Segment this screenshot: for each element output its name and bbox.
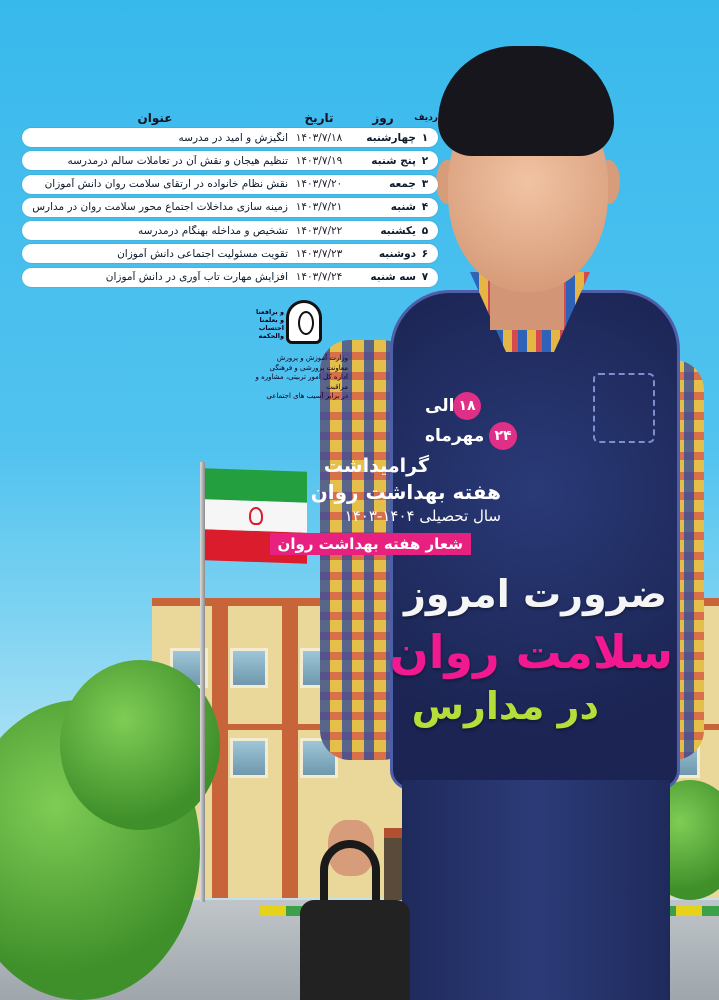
row-date: ۱۴۰۳/۷/۲۰ xyxy=(295,178,343,191)
row-date: ۱۴۰۳/۷/۱۸ xyxy=(295,131,343,144)
row-date: ۱۴۰۳/۷/۱۹ xyxy=(295,154,343,167)
ministry-line: در برابر آسیب های اجتماعی xyxy=(266,392,348,400)
row-index: ۲ xyxy=(421,154,429,167)
row-day: جمعه xyxy=(389,178,416,191)
row-title: تقویت مسئولیت اجتماعی دانش آموزان xyxy=(117,247,288,260)
schedule-row xyxy=(22,128,438,147)
vest-pocket xyxy=(593,373,655,443)
row-date: ۱۴۰۳/۷/۲۲ xyxy=(295,224,343,237)
flag-emblem-icon xyxy=(249,506,263,524)
row-index: ۴ xyxy=(421,201,429,214)
schedule-row xyxy=(22,198,438,217)
date-month: مهرماه xyxy=(425,426,485,446)
date-start-badge: ۱۸ xyxy=(453,392,481,420)
header-index: ردیف xyxy=(414,113,438,123)
row-title: نقش نظام خانواده در ارتقای سلامت روان دانش آموزان xyxy=(44,178,288,191)
slogan-label: شعار هفته بهداشت روان xyxy=(270,533,471,555)
ministry-line: اداره کل امور تربیتی، مشاوره و مراقبت xyxy=(255,373,348,391)
slogan-line-3: در مدارس xyxy=(411,684,599,728)
row-title: افزایش مهارت تاب آوری در دانش آموزان xyxy=(105,271,288,284)
row-index: ۳ xyxy=(421,178,429,191)
building-window xyxy=(230,648,268,688)
jeans xyxy=(402,780,670,1000)
ministry-line: معاونت پرورشی و فرهنگی xyxy=(269,363,348,372)
ministry-text xyxy=(248,354,348,402)
logo-slogan: و برافعنا و بعلمنا احتساب والحکمه xyxy=(255,308,284,340)
row-day: شنبه xyxy=(390,201,416,214)
week-schedule-table xyxy=(22,108,438,291)
row-index: ۵ xyxy=(421,224,429,237)
school-bag xyxy=(300,900,410,1000)
commemoration-text: گرامیداشت xyxy=(323,455,429,477)
week-name: هفته بهداشت روان xyxy=(310,480,501,504)
row-date: ۱۴۰۳/۷/۲۳ xyxy=(295,247,343,260)
slogan-line-2: سلامت روان xyxy=(389,625,673,679)
schedule-row xyxy=(22,244,438,263)
schedule-row xyxy=(22,221,438,240)
row-index: ۶ xyxy=(421,247,429,260)
row-day: چهارشنبه xyxy=(366,131,416,144)
row-day: دوشنبه xyxy=(378,247,416,260)
row-title: انگیزش و امید در مدرسه xyxy=(178,131,288,144)
row-index: ۷ xyxy=(421,271,429,284)
ministry-line: وزارت آموزش و پرورش xyxy=(276,354,348,362)
row-day: یکشنبه xyxy=(380,224,416,237)
row-date: ۱۴۰۳/۷/۲۴ xyxy=(295,271,343,284)
date-until: الی xyxy=(425,396,455,416)
date-end-badge: ۲۴ xyxy=(489,422,517,450)
row-title: تنظیم هیجان و نقش آن در تعاملات سالم درمدرسه xyxy=(67,154,288,167)
date-range xyxy=(425,392,520,464)
hair xyxy=(438,46,614,156)
school-year: سال تحصیلی ۱۴۰۴-۱۴۰۳ xyxy=(344,507,501,525)
building-window xyxy=(230,738,268,778)
header-date: تاریخ xyxy=(304,111,334,125)
header-title: عنوان xyxy=(137,111,173,125)
schedule-header xyxy=(22,108,438,128)
schedule-row xyxy=(22,175,438,194)
tree xyxy=(60,660,220,830)
header-day: روز xyxy=(372,111,394,125)
row-title: تشخیص و مداخله بهنگام درمدرسه xyxy=(138,224,288,237)
schedule-row xyxy=(22,268,438,287)
building-wing xyxy=(282,606,298,898)
row-index: ۱ xyxy=(421,131,429,144)
row-day: سه شنبه xyxy=(370,271,416,284)
row-date: ۱۴۰۳/۷/۲۱ xyxy=(295,201,343,214)
ministry-logo-icon xyxy=(286,300,322,344)
slogan-line-1: ضرورت امروز xyxy=(404,572,667,616)
row-day: پنج شنبه xyxy=(371,154,416,167)
row-title: زمینه سازی مداخلات اجتماع محور سلامت روان در مدارس xyxy=(32,201,288,214)
schedule-row xyxy=(22,151,438,170)
